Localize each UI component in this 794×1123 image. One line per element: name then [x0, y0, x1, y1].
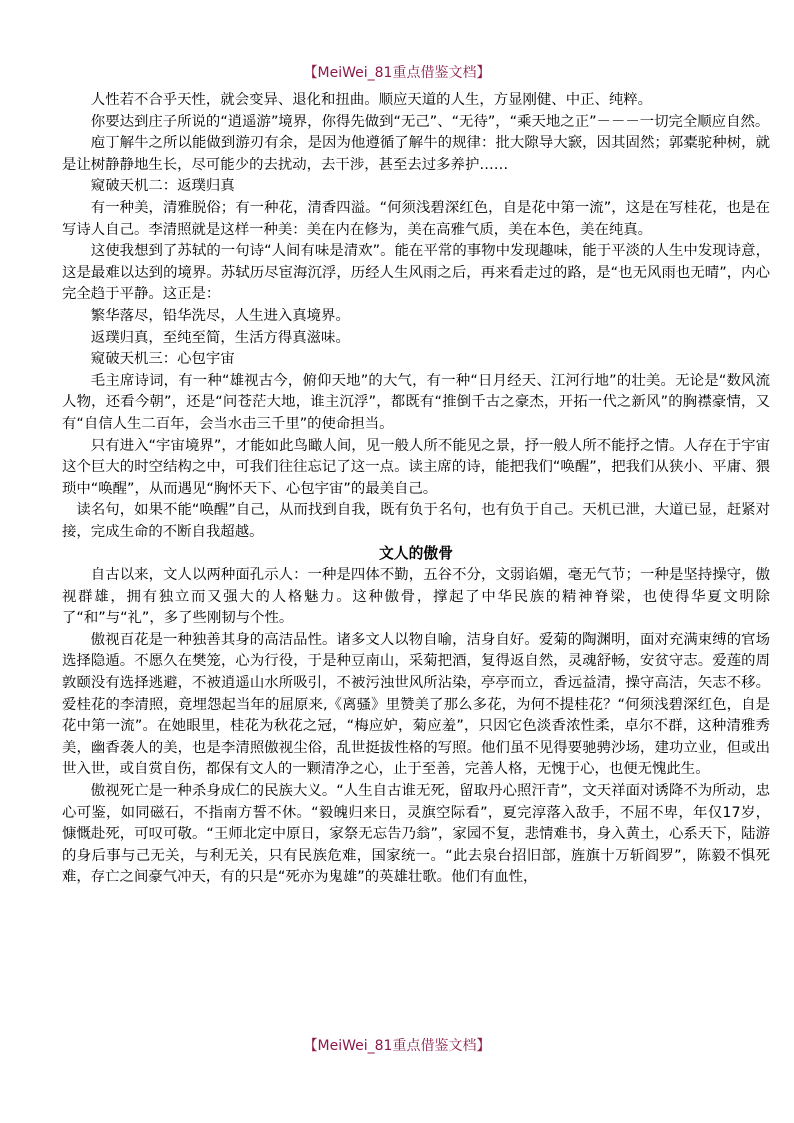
- page-header: 【MeiWei_81重点借鉴文档】: [303, 65, 491, 81]
- subheading: 窥破天机三：心包宇宙: [90, 351, 235, 368]
- page-footer: 【MeiWei_81重点借鉴文档】: [303, 1038, 491, 1054]
- verse-line: 繁华落尽，铅华洗尽，人生进入真境界。: [90, 307, 350, 324]
- paragraph: 读名句，如果不能“唤醒”自己，从而找到自我，既有负于名句，也有负于自己。天机已泄，大道已显，赶紧对接，完成生命的不断自我超越。: [62, 502, 770, 540]
- paragraph: 庖丁解牛之所以能做到游刃有余，是因为他遵循了解牛的规律：批大隙导大窾，因其固然；郭橐驼种树，就是让树静静地生长，尽可能少的去扰动，去干涉，甚至去过多养护……: [62, 135, 770, 173]
- verse-line: 返璞归真，至纯至简，生活方得真滋味。: [90, 329, 350, 346]
- paragraph: 傲视死亡是一种杀身成仁的民族大义。“人生自古谁无死，留取丹心照汗青”，文天祥面对诱降不为所动，忠心可鉴，如同磁石，不指南方誓不休。“毅魄归来日，灵旗空际看”，夏完淳落入敌手，不屈不卑，年仅17岁，慷慨赴死，可叹可敬。“王师北定中原日，家祭无忘告乃翁”，家园不复，悲情难书，身入黄土，心系天下，陆游的身后事与己无关，与利无关，只有民族危难，国家统一。“此去泉台招旧部，旌旗十万斩阎罗”，陈毅不惧死难，存亡之间豪气冲天，有的只是“死亦为鬼雄”的英雄壮歌。他们有血性，: [62, 783, 770, 886]
- paragraph: 这使我想到了苏轼的一句诗“人间有味是清欢”。能在平常的事物中发现趣味，能于平淡的人生中发现诗意，这是最难以达到的境界。苏轼历尽宦海沉浮，历经人生风雨之后，再来看走过的路，是“也无风雨也无晴”，内心完全趋于平静。这正是：: [62, 243, 770, 303]
- paragraph: 傲视百花是一种独善其身的高洁品性。诸多文人以物自喻，洁身自好。爱菊的陶渊明，面对充满束缚的官场选择隐遁。不愿久在樊笼，心为行役，于是种豆南山，采菊把酒，复得返自然，灵魂舒畅，安贫守志。爱莲的周敦颐没有选择逃避，不被逍遥山水所吸引，不被污浊世风所沾染，亭亭而立，香远益清，操守高洁，矢志不移。爱桂花的李清照，竟埋怨起当年的屈原来,《离骚》里赞美了那么多花，为何不提桂花？“何须浅碧深红色，自是花中第一流”。在她眼里，桂花为秋花之冠，“梅应妒，菊应羞”，只因它色淡香浓性柔，卓尔不群，这种清雅秀美，幽香袭人的美，也是李清照傲视尘俗，乱世挺拔性格的写照。他们虽不见得要驰骋沙场，建功立业，但或出世入世，或自赏自伤，都保有文人的一颗清净之心，止于至善，完善人格，无愧于心，也便无愧此生。: [62, 631, 770, 778]
- paragraph: 有一种美，清雅脱俗；有一种花，清香四溢。“何须浅碧深红色，自是花中第一流”，这是在写桂花，也是在写诗人自己。李清照就是这样一种美：美在内在修为，美在高雅气质，美在本色，美在纯真。: [62, 199, 770, 238]
- document-body: [62, 90, 770, 889]
- paragraph: 你要达到庄子所说的“逍遥游”境界，你得先做到“无己”、“无待”，“乘天地之正”－－－一切完全顺应自然。: [90, 113, 770, 130]
- paragraph: 毛主席诗词，有一种“雄视古今，俯仰天地”的大气，有一种“日月经天、江河行地”的壮美。无论是“数风流人物，还看今朝”，还是“问苍茫大地，谁主沉浮”，都既有“推倒千古之豪杰，开拓一代之新风”的胸襟豪情，又有“自信人生二百年，会当水击三千里”的使命担当。: [62, 372, 770, 432]
- section-title: 文人的傲骨: [379, 545, 453, 563]
- subheading: 窥破天机二：返璞归真: [90, 178, 235, 195]
- paragraph: 人性若不合乎天性，就会变异、退化和扭曲。顺应天道的人生，方显刚健、中正、纯粹。: [90, 92, 653, 108]
- paragraph: 只有进入“宇宙境界”，才能如此鸟瞰人间，见一般人所不能见之景，抒一般人所不能抒之情。人存在于宇宙这个巨大的时空结构之中，可我们往往忘记了这一点。读主席的诗，能把我们“唤醒”，把我们从狭小、平庸、猥琐中“唤醒”，从而遇见“胸怀天下、心包宇宙”的最美自己。: [62, 437, 770, 497]
- paragraph: 自古以来，文人以两种面孔示人：一种是四体不勤，五谷不分，文弱谄媚，毫无气节；一种是坚持操守，傲视群雄，拥有独立而又强大的人格魅力。这种傲骨，撑起了中华民族的精神脊梁，也使得华夏文明除了“和”与“礼”，多了些刚韧与个性。: [62, 567, 770, 627]
